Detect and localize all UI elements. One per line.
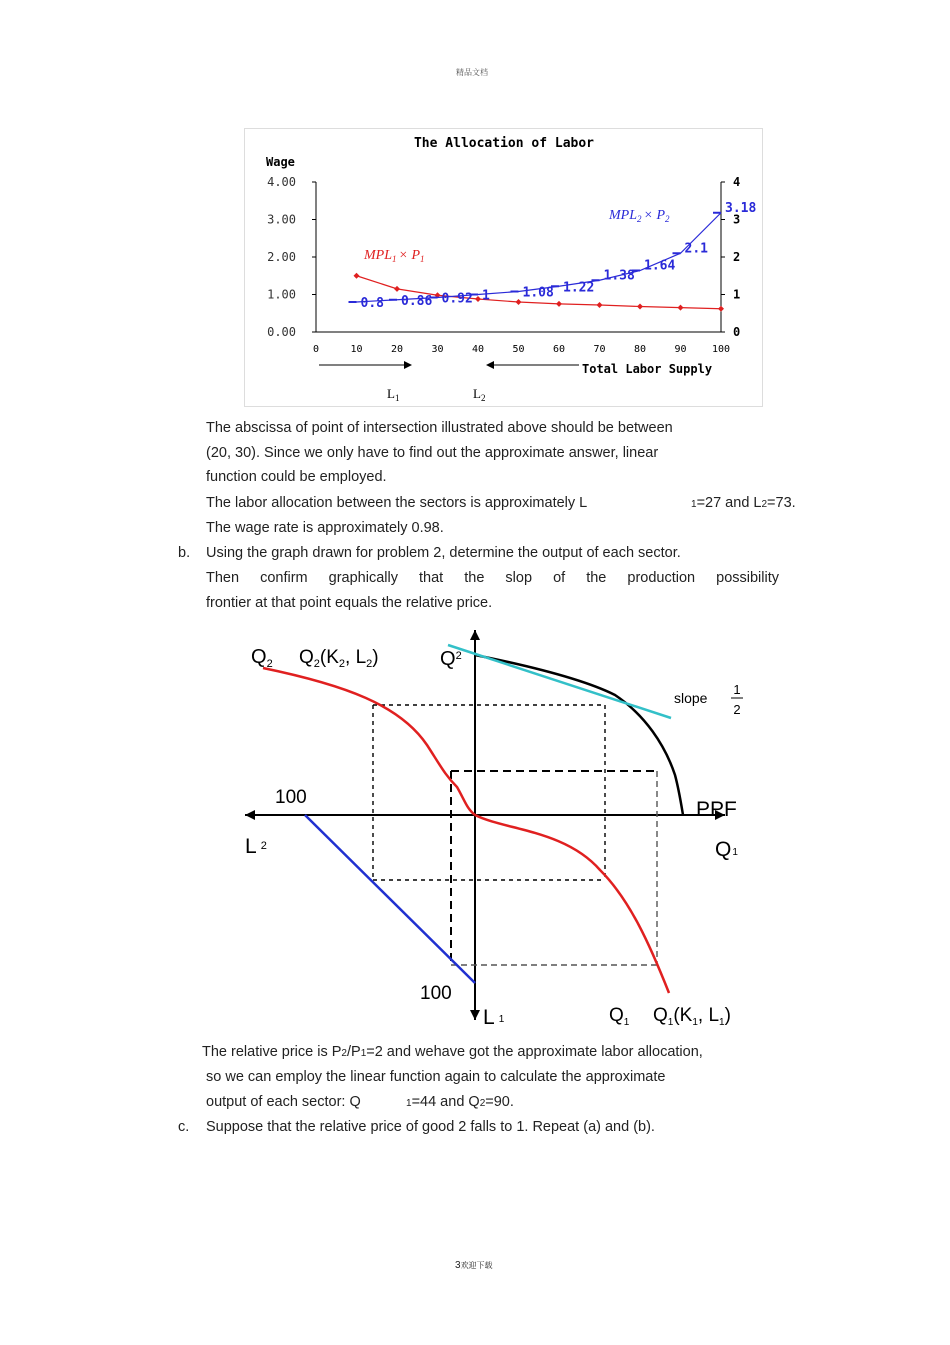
text-line: function could be employed.	[206, 469, 387, 485]
item-b-line2: Then confirm graphically that the slop of the production possibility	[206, 570, 779, 586]
x-tick-label: 80	[633, 344, 647, 355]
paragraph-relative-price: The relative price is P2/P1=2 and wehave got the approximate labor allocation,	[202, 1044, 703, 1060]
ppf-diagram	[235, 625, 775, 1035]
mpl2-data-label: 1	[482, 288, 490, 304]
mpl2-data-label: 1.64	[644, 258, 676, 274]
x-axis-label: Total Labor Supply	[582, 362, 713, 376]
right-tick-label: 0	[733, 325, 741, 339]
slope-numerator: 1	[733, 682, 741, 697]
x-tick-label: 0	[312, 344, 320, 355]
value-100-vertical: 100	[420, 983, 452, 1004]
chart-title: The Allocation of Labor	[413, 136, 595, 151]
item-c-marker: c.	[178, 1119, 190, 1135]
x-tick-label: 10	[350, 344, 363, 355]
right-tick-label: 2	[733, 250, 741, 264]
text-line: The abscissa of point of intersection illustrated above should be between	[206, 420, 673, 436]
mpl2-data-label: 3.18	[725, 200, 757, 216]
mpl2-data-label: 0.86	[401, 293, 433, 309]
mpl2-data-label: 0.8	[360, 296, 384, 311]
x-tick-label: 30	[431, 344, 444, 355]
item-b-line1: Using the graph drawn for problem 2, determine the output of each sector.	[206, 545, 681, 561]
paragraph-output-label: output of each sector: Q	[206, 1094, 361, 1110]
ppf-curve	[475, 655, 683, 815]
q1-function-label: $Q_1(K_1$, $L_1$)	[653, 1005, 731, 1028]
q2-axis-label: $Q^2$	[440, 648, 462, 670]
mpl2-data-label: 2.1	[684, 241, 708, 257]
l1-axis-label: L 1	[483, 1006, 505, 1029]
value-100-horizontal: 100	[275, 787, 307, 808]
paragraph-linear: so we can employ the linear function again to calculate the approximate	[206, 1069, 666, 1085]
left-tick-label: 1.00	[267, 287, 296, 302]
item-c-line1: Suppose that the relative price of good 2 falls to 1. Repeat (a) and (b).	[206, 1119, 655, 1135]
q1-bottom-label: $Q_1$	[609, 1005, 630, 1028]
dashed-guides-grey	[451, 771, 657, 965]
x-tick-label: 70	[593, 344, 606, 355]
paragraph-allocation: The labor allocation between the sectors is approximately L	[206, 495, 588, 511]
q1-axis-label: Q1	[715, 838, 738, 861]
x-tick-label: 50	[512, 344, 525, 355]
mpl2-data-label: 1.08	[522, 285, 554, 301]
page-number: 3	[455, 1260, 461, 1271]
y-axis-label: Wage	[266, 155, 295, 169]
left-tick-label: 4.00	[267, 175, 296, 189]
left-tick-label: 2.00	[267, 250, 296, 264]
left-tick-label: 3.00	[267, 212, 296, 227]
allocation-values: 1=27 and L2=73.	[691, 495, 796, 511]
mpl2-data-label: 1.22	[563, 280, 595, 296]
l1-label: $L_1$	[387, 386, 400, 403]
page-footer	[455, 1260, 493, 1271]
l2-axis-label: L 2	[245, 835, 267, 858]
dashed-guides	[373, 705, 605, 880]
right-tick-label: 1	[733, 287, 741, 302]
right-tick-label: 3	[733, 212, 741, 227]
item-b-marker: b.	[178, 545, 191, 561]
axis-arrow-left	[245, 810, 255, 820]
x-tick-label: 60	[552, 344, 566, 355]
q2-left-label: $Q_2$	[251, 646, 273, 670]
paragraph-wage: The wage rate is approximately 0.98.	[206, 520, 444, 536]
q1-production-curve	[475, 815, 669, 993]
q2-function-label: $Q_2(K_2$, $L_2$)	[299, 647, 379, 670]
labor-constraint-line	[305, 815, 475, 983]
left-tick-label: 0.00	[267, 325, 296, 339]
ppf-label: PPF	[696, 798, 737, 821]
mpl2-data-label: 0.92	[441, 291, 473, 307]
axis-arrow-down	[470, 1010, 480, 1020]
labor-allocation-chart	[244, 128, 764, 408]
x-tick-label: 90	[674, 344, 687, 355]
mpl1-series-label: $MPL_1 \times P_1$	[364, 248, 425, 264]
right-tick-label: 4	[733, 175, 741, 189]
axis-arrow-up	[470, 630, 480, 640]
footer-suffix: 欢迎下载	[460, 1261, 493, 1270]
x-tick-label: 100	[711, 344, 731, 355]
text-line: (20, 30). Since we only have to find out the approximate answer, linear	[206, 445, 659, 461]
l2-label: $L_2$	[473, 386, 486, 403]
x-tick-label: 20	[390, 344, 404, 355]
x-tick-label: 40	[471, 344, 485, 355]
mpl2-series-label: $MPL_2 \times P_2$	[609, 208, 670, 224]
tangent-line	[448, 645, 671, 718]
mpl2-data-label: 1.38	[603, 268, 635, 284]
slope-label: slope	[674, 690, 708, 706]
paragraph-output-values: 1=44 and Q2=90.	[406, 1094, 514, 1110]
dashed-guides-bold	[451, 771, 657, 965]
item-b-line3: frontier at that point equals the relative price.	[206, 595, 493, 611]
page-header: 精品文档	[456, 68, 488, 77]
slope-denominator: 2	[733, 702, 741, 717]
paragraph-intersection	[206, 418, 673, 487]
